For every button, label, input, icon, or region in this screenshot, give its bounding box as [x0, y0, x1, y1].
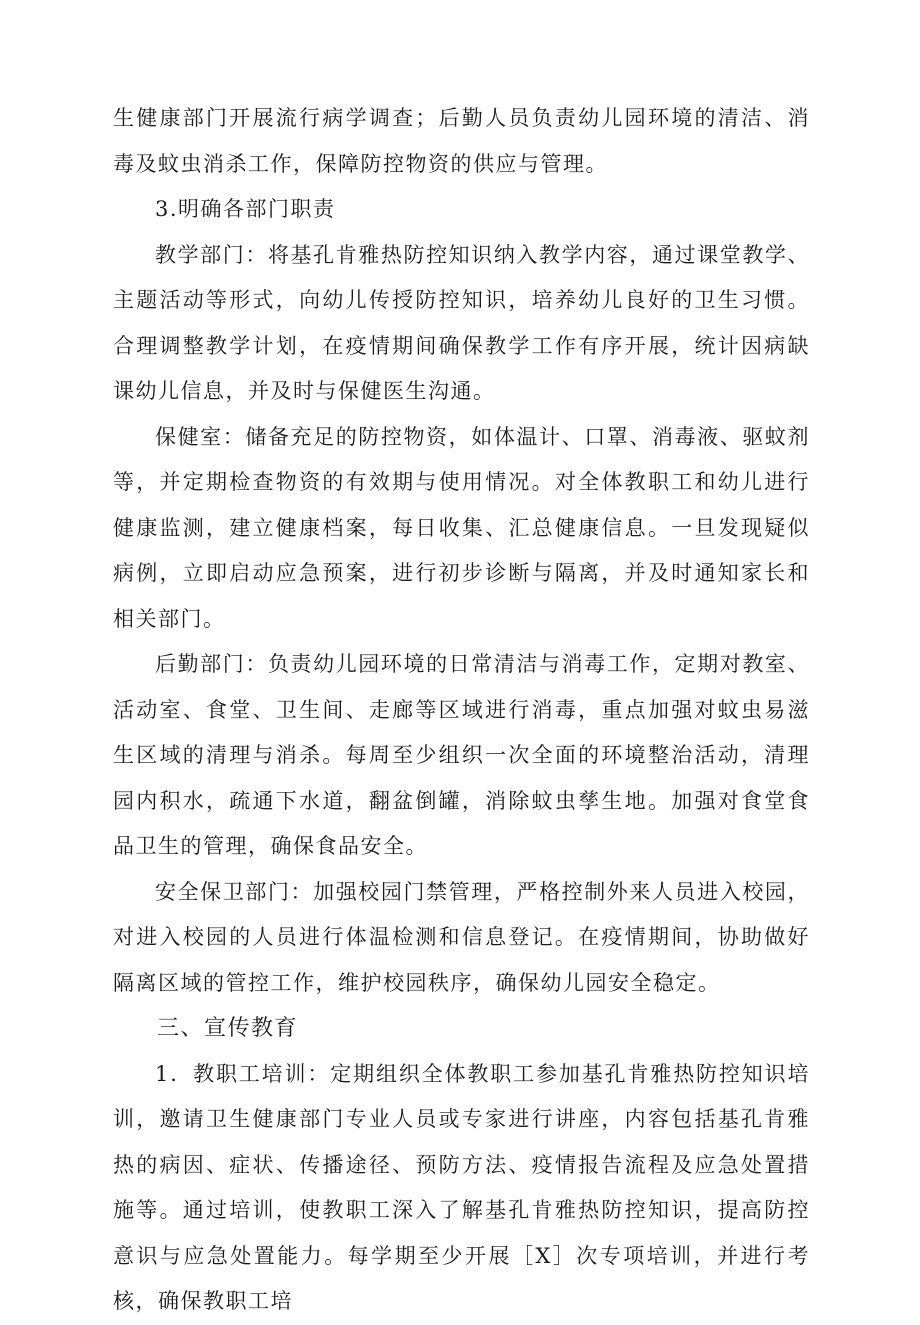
continued-paragraph: 生健康部门开展流行病学调查；后勤人员负责幼儿园环境的清洁、消毒及蚊虫消杀工作，保障防控物资的供应与管理。	[113, 106, 810, 176]
section-three-heading: 三、宣传教育	[157, 1016, 299, 1041]
section-heading-3: 3.明确各部门职责	[155, 197, 336, 221]
logistics-department-paragraph: 后勤部门：负责幼儿园环境的日常清洁与消毒工作，定期对教室、活动室、食堂、卫生间、走廊等区域进行消毒，重点加强对蚊虫易滋生区域的清理与消杀。每周至少组织一次全面的环境整治活动，清理园内积水，疏通下水道，翻盆倒罐，消除蚊虫孳生地。加强对食堂食品卫生的管理，确保食品安全。	[113, 652, 810, 858]
teaching-department-paragraph: 教学部门：将基孔肯雅热防控知识纳入教学内容，通过课堂教学、主题活动等形式，向幼儿传授防控知识，培养幼儿良好的卫生习惯。合理调整教学计划，在疫情期间确保教学工作有序开展，统计因病缺课幼儿信息，并及时与保健医生沟通。	[113, 242, 810, 403]
health-room-paragraph: 保健室：储备充足的防控物资，如体温计、口罩、消毒液、驱蚊剂等，并定期检查物资的有效期与使用情况。对全体教职工和幼儿进行健康监测，建立健康档案，每日收集、汇总健康信息。一旦发现疑似病例，立即启动应急预案，进行初步诊断与隔离，并及时通知家长和相关部门。	[113, 424, 810, 631]
staff-training-paragraph: 1．教职工培训：定期组织全体教职工参加基孔肯雅热防控知识培训，邀请卫生健康部门专业人员或专家进行讲座，内容包括基孔肯雅热的病因、症状、传播途径、预防方法、疫情报告流程及应急处置措施等。通过培训，使教职工深入了解基孔肯雅热防控知识，提高防控意识与应急处置能力。每学期至少开展［X］次专项培训，并进行考核，确保教职工培	[113, 1061, 810, 1313]
security-department-paragraph: 安全保卫部门：加强校园门禁管理，严格控制外来人员进入校园，对进入校园的人员进行体温检测和信息登记。在疫情期间，协助做好隔离区域的管控工作，维护校园秩序，确保幼儿园安全稳定。	[113, 879, 810, 995]
